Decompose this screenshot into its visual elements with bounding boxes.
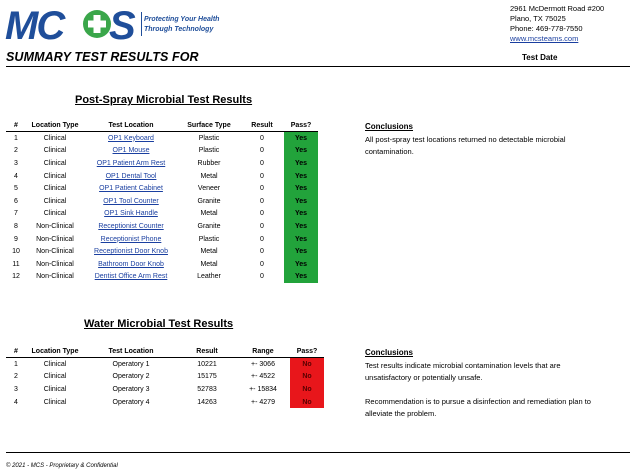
table-row bbox=[6, 145, 318, 158]
row-number: 6 bbox=[14, 197, 18, 205]
test-location-link[interactable]: OP1 Keyboard bbox=[108, 134, 154, 142]
result-value: 0 bbox=[260, 172, 264, 180]
table-row bbox=[6, 245, 318, 258]
medical-cross-icon bbox=[83, 10, 111, 38]
location-type: Clinical bbox=[43, 385, 67, 393]
tagline-divider bbox=[141, 12, 142, 36]
test-location-link[interactable]: Receptionist Counter bbox=[98, 222, 164, 230]
pass-badge: Yes bbox=[284, 195, 318, 208]
location-type: Clinical bbox=[43, 134, 67, 142]
location-type: Non-Clinical bbox=[36, 260, 74, 268]
table-row bbox=[6, 170, 318, 183]
phone-number: Phone: 469-778-7550 bbox=[510, 24, 583, 33]
table-row bbox=[6, 233, 318, 246]
range-value: +- 4279 bbox=[251, 398, 275, 406]
surface-type: Plastic bbox=[198, 147, 220, 155]
svg-text:MC: MC bbox=[5, 4, 64, 44]
report-title: SUMMARY TEST RESULTS FOR bbox=[6, 50, 199, 64]
surface-type: Metal bbox=[200, 172, 218, 180]
result-value: 0 bbox=[260, 197, 264, 205]
tagline bbox=[144, 15, 219, 35]
location-type: Non-Clinical bbox=[36, 235, 74, 243]
surface-type: Metal bbox=[200, 248, 218, 256]
table-row bbox=[6, 358, 324, 371]
range-value: +- 15834 bbox=[249, 385, 277, 393]
water-section-title: Water Microbial Test Results bbox=[84, 318, 234, 330]
table-row bbox=[6, 220, 318, 233]
range-value: +- 4522 bbox=[251, 373, 275, 381]
result-value: 14263 bbox=[197, 398, 217, 406]
result-value: 0 bbox=[260, 134, 264, 142]
pass-badge: Yes bbox=[284, 271, 318, 284]
surface-type: Plastic bbox=[198, 134, 220, 142]
col-header-range: Range bbox=[236, 345, 290, 358]
result-value: 0 bbox=[260, 185, 264, 193]
water-conclusions-text: Test results indicate microbial contamination levels that are unsatisfactory or potentially unsafe. bbox=[365, 361, 561, 382]
col-header-pass: Pass? bbox=[290, 345, 324, 358]
pass-badge: Yes bbox=[284, 245, 318, 258]
pass-badge: Yes bbox=[284, 157, 318, 170]
row-number: 9 bbox=[14, 235, 18, 243]
row-number: 11 bbox=[12, 260, 20, 268]
test-location-link[interactable]: OP1 Mouse bbox=[112, 147, 150, 155]
test-location-link[interactable]: OP1 Patient Arm Rest bbox=[96, 159, 166, 167]
col-header-result: Result bbox=[178, 345, 236, 358]
result-value: 0 bbox=[260, 273, 264, 281]
col-header-surface-type: Surface Type bbox=[178, 119, 240, 132]
surface-type: Leather bbox=[197, 273, 221, 281]
test-location: Operatory 3 bbox=[112, 385, 150, 393]
pass-badge: Yes bbox=[284, 208, 318, 221]
table-row bbox=[6, 258, 318, 271]
result-value: 0 bbox=[260, 235, 264, 243]
location-type: Clinical bbox=[43, 185, 67, 193]
row-number: 3 bbox=[14, 159, 18, 167]
table-row bbox=[6, 396, 324, 409]
row-number: 8 bbox=[14, 222, 18, 230]
row-number: 2 bbox=[14, 373, 18, 381]
table-row bbox=[6, 182, 318, 195]
spray-results-table bbox=[6, 119, 318, 283]
row-number: 1 bbox=[14, 360, 18, 368]
row-number: 1 bbox=[14, 134, 18, 142]
col-header-location-type: Location Type bbox=[26, 345, 84, 358]
table-row bbox=[6, 271, 318, 284]
surface-type: Metal bbox=[200, 260, 218, 268]
test-location: Operatory 2 bbox=[112, 373, 150, 381]
tagline-line2: Through Technology bbox=[144, 26, 214, 33]
footer-copyright: © 2021 - MCS - Proprietary & Confidential bbox=[6, 463, 118, 469]
location-type: Non-Clinical bbox=[36, 248, 74, 256]
result-value: 0 bbox=[260, 210, 264, 218]
result-value: 0 bbox=[260, 147, 264, 155]
table-row bbox=[6, 157, 318, 170]
surface-type: Veneer bbox=[197, 185, 221, 193]
location-type: Clinical bbox=[43, 159, 67, 167]
surface-type: Plastic bbox=[198, 235, 220, 243]
test-date-label: Test Date bbox=[522, 53, 558, 62]
row-number: 4 bbox=[14, 398, 18, 406]
pass-badge: Yes bbox=[284, 170, 318, 183]
result-value: 0 bbox=[260, 222, 264, 230]
table-row bbox=[6, 371, 324, 384]
location-type: Clinical bbox=[43, 210, 67, 218]
result-value: 15175 bbox=[197, 373, 217, 381]
test-location-link[interactable]: OP1 Sink Handle bbox=[104, 210, 158, 218]
row-number: 12 bbox=[12, 273, 20, 281]
water-table-body bbox=[6, 358, 324, 409]
spray-section-title: Post-Spray Microbial Test Results bbox=[75, 94, 253, 106]
result-value: 0 bbox=[260, 260, 264, 268]
mcs-logo bbox=[5, 4, 138, 44]
company-address bbox=[510, 4, 604, 44]
result-value: 10221 bbox=[197, 360, 217, 368]
row-number: 2 bbox=[14, 147, 18, 155]
test-location-link[interactable]: OP1 Patient Cabinet bbox=[99, 185, 163, 193]
spray-table-body bbox=[6, 132, 318, 284]
pass-badge: No bbox=[290, 396, 324, 409]
location-type: Clinical bbox=[43, 172, 67, 180]
surface-type: Granite bbox=[197, 197, 221, 205]
location-type: Non-Clinical bbox=[36, 222, 74, 230]
spray-conclusions-text: All post-spray test locations returned no detectable microbial contamination. bbox=[365, 135, 566, 156]
pass-badge: No bbox=[290, 383, 324, 396]
location-type: Clinical bbox=[43, 373, 67, 381]
pass-badge: Yes bbox=[284, 182, 318, 195]
result-value: 52783 bbox=[197, 385, 217, 393]
svg-text:S: S bbox=[109, 4, 136, 44]
water-recommendation-text: Recommendation is to pursue a disinfection and remediation plan to alleviate the problem. bbox=[365, 397, 591, 418]
pass-badge: No bbox=[290, 371, 324, 384]
col-header-test-location: Test Location bbox=[84, 119, 178, 132]
row-number: 7 bbox=[14, 210, 18, 218]
table-header-row bbox=[6, 119, 318, 132]
location-type: Clinical bbox=[43, 360, 67, 368]
surface-type: Rubber bbox=[197, 159, 221, 167]
pass-badge: Yes bbox=[284, 145, 318, 158]
test-location: Operatory 4 bbox=[112, 398, 150, 406]
row-number: 4 bbox=[14, 172, 18, 180]
col-header-test-location: Test Location bbox=[84, 345, 178, 358]
table-row bbox=[6, 195, 318, 208]
pass-badge: Yes bbox=[284, 220, 318, 233]
pass-badge: Yes bbox=[284, 132, 318, 145]
test-location-link[interactable]: Dentist Office Arm Rest bbox=[94, 273, 168, 281]
address-line1: 2961 McDermott Road #200 bbox=[510, 4, 605, 13]
col-header-number: # bbox=[6, 345, 26, 358]
location-type: Clinical bbox=[43, 147, 67, 155]
pass-badge: Yes bbox=[284, 258, 318, 271]
test-location-link[interactable]: Receptionist Door Knob bbox=[94, 248, 168, 256]
spray-conclusions-title: Conclusions bbox=[365, 122, 414, 131]
pass-badge: No bbox=[290, 358, 324, 371]
row-number: 3 bbox=[14, 385, 18, 393]
surface-type: Metal bbox=[200, 210, 218, 218]
location-type: Clinical bbox=[43, 197, 67, 205]
address-line2: Plano, TX 75025 bbox=[510, 14, 566, 23]
table-row bbox=[6, 132, 318, 145]
pass-badge: Yes bbox=[284, 233, 318, 246]
website-link[interactable]: www.mcsteams.com bbox=[510, 34, 579, 43]
result-value: 0 bbox=[260, 248, 264, 256]
test-location-link[interactable]: Receptionist Phone bbox=[100, 235, 162, 243]
test-location: Operatory 1 bbox=[112, 360, 150, 368]
table-row bbox=[6, 208, 318, 221]
col-header-pass: Pass? bbox=[284, 119, 318, 132]
water-conclusions-title: Conclusions bbox=[365, 348, 414, 357]
water-results-table bbox=[6, 345, 324, 408]
location-type: Clinical bbox=[43, 398, 67, 406]
col-header-location-type: Location Type bbox=[26, 119, 84, 132]
table-header-row bbox=[6, 345, 324, 358]
test-location-link[interactable]: Bathroom Door Knob bbox=[98, 260, 164, 268]
footer-rule bbox=[6, 452, 630, 453]
test-location-link[interactable]: OP1 Tool Counter bbox=[103, 197, 159, 205]
location-type: Non-Clinical bbox=[36, 273, 74, 281]
row-number: 5 bbox=[14, 185, 18, 193]
result-value: 0 bbox=[260, 159, 264, 167]
tagline-line1: Protecting Your Health bbox=[144, 16, 220, 23]
col-header-result: Result bbox=[240, 119, 284, 132]
surface-type: Granite bbox=[197, 222, 221, 230]
range-value: +- 3066 bbox=[251, 360, 275, 368]
header-rule bbox=[6, 66, 630, 67]
table-row bbox=[6, 383, 324, 396]
test-location-link[interactable]: OP1 Dental Tool bbox=[105, 172, 157, 180]
col-header-number: # bbox=[6, 119, 26, 132]
row-number: 10 bbox=[12, 248, 20, 256]
